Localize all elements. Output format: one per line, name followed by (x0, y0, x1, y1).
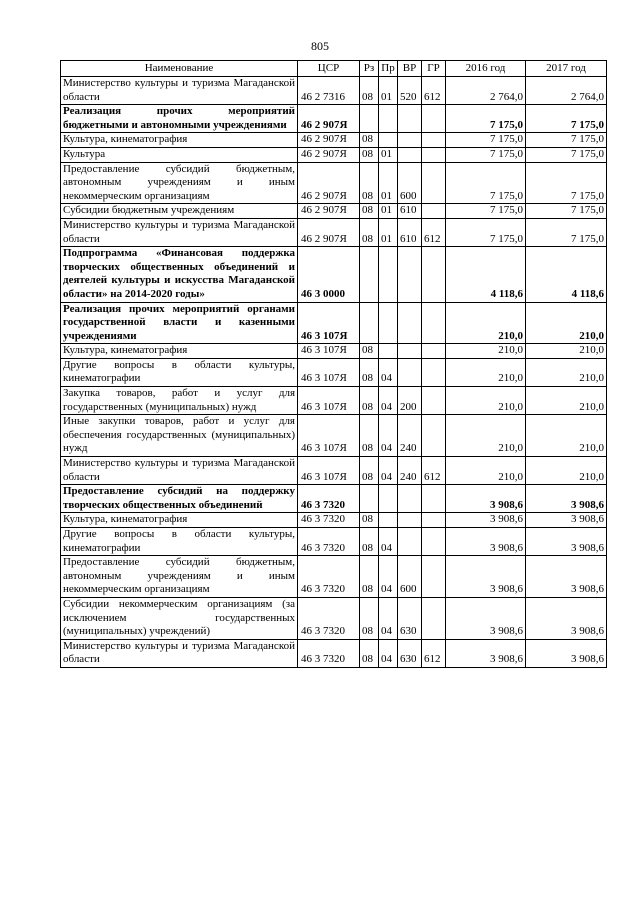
cell-2016: 210,0 (446, 344, 526, 359)
table-row (61, 457, 607, 485)
table-row (61, 387, 607, 415)
cell-rz: 08 (360, 457, 379, 485)
table-row (61, 358, 607, 386)
cell-rz: 08 (360, 358, 379, 386)
table-row (61, 597, 607, 639)
cell-name: Министерство культуры и туризма Магаданской области (61, 218, 298, 246)
cell-gr (422, 358, 446, 386)
cell-csr: 46 2 907Я (298, 133, 360, 148)
cell-csr: 46 3 107Я (298, 415, 360, 457)
cell-name: Министерство культуры и туризма Магаданской области (61, 77, 298, 105)
cell-2016: 4 118,6 (446, 247, 526, 302)
cell-csr: 46 2 907Я (298, 147, 360, 162)
page-number: 805 (311, 39, 329, 53)
cell-gr: 612 (422, 218, 446, 246)
cell-2017: 7 175,0 (526, 218, 607, 246)
table-row (61, 528, 607, 556)
cell-2017: 4 118,6 (526, 247, 607, 302)
cell-2016: 210,0 (446, 457, 526, 485)
cell-csr: 46 3 7320 (298, 639, 360, 667)
cell-gr (422, 513, 446, 528)
cell-name: Реализация прочих мероприятий органами государственной власти и казенными учреждениями (61, 302, 298, 344)
cell-vr: 600 (398, 162, 422, 204)
cell-pr (379, 247, 398, 302)
budget-table (60, 60, 607, 668)
cell-2016: 210,0 (446, 358, 526, 386)
cell-name: Другие вопросы в области культуры, кинематографии (61, 528, 298, 556)
cell-csr: 46 3 7320 (298, 513, 360, 528)
cell-2017: 3 908,6 (526, 513, 607, 528)
cell-pr (379, 513, 398, 528)
cell-pr: 01 (379, 147, 398, 162)
cell-csr: 46 2 907Я (298, 105, 360, 133)
cell-2017: 7 175,0 (526, 204, 607, 219)
cell-gr (422, 302, 446, 344)
cell-vr (398, 247, 422, 302)
cell-name: Предоставление субсидий на поддержку творческих общественных объединений (61, 485, 298, 513)
cell-rz: 08 (360, 344, 379, 359)
cell-pr (379, 485, 398, 513)
cell-gr (422, 597, 446, 639)
table-row (61, 302, 607, 344)
table-row (61, 415, 607, 457)
cell-csr: 46 2 907Я (298, 218, 360, 246)
table-row (61, 247, 607, 302)
cell-pr: 04 (379, 457, 398, 485)
cell-2016: 210,0 (446, 415, 526, 457)
cell-2016: 7 175,0 (446, 204, 526, 219)
cell-2016: 7 175,0 (446, 162, 526, 204)
cell-name: Субсидии некоммерческим организациям (за исключением государственных (муниципальных) учреждений) (61, 597, 298, 639)
cell-pr: 04 (379, 556, 398, 598)
header-2016: 2016 год (446, 61, 526, 77)
table-body (61, 77, 607, 668)
cell-vr: 200 (398, 387, 422, 415)
cell-gr (422, 147, 446, 162)
cell-2017: 210,0 (526, 415, 607, 457)
cell-2017: 3 908,6 (526, 597, 607, 639)
cell-2017: 7 175,0 (526, 105, 607, 133)
header-rz: Рз (360, 61, 379, 77)
cell-2017: 3 908,6 (526, 556, 607, 598)
cell-name: Предоставление субсидий бюджетным, автономным учреждениям и иным некоммерческим организациям (61, 556, 298, 598)
cell-csr: 46 3 7320 (298, 485, 360, 513)
cell-2016: 3 908,6 (446, 597, 526, 639)
cell-vr (398, 302, 422, 344)
cell-csr: 46 2 907Я (298, 204, 360, 219)
table-row (61, 344, 607, 359)
cell-gr (422, 485, 446, 513)
cell-name: Субсидии бюджетным учреждениям (61, 204, 298, 219)
cell-name: Культура (61, 147, 298, 162)
cell-csr: 46 3 107Я (298, 457, 360, 485)
cell-pr: 04 (379, 528, 398, 556)
header-pr: Пр (379, 61, 398, 77)
cell-vr (398, 147, 422, 162)
cell-2016: 7 175,0 (446, 105, 526, 133)
cell-pr (379, 344, 398, 359)
cell-2016: 3 908,6 (446, 528, 526, 556)
cell-2016: 3 908,6 (446, 513, 526, 528)
cell-gr (422, 415, 446, 457)
cell-gr: 612 (422, 457, 446, 485)
cell-vr: 520 (398, 77, 422, 105)
table-row (61, 162, 607, 204)
cell-pr: 04 (379, 639, 398, 667)
cell-pr (379, 302, 398, 344)
table-row (61, 639, 607, 667)
cell-pr: 04 (379, 597, 398, 639)
cell-name: Культура, кинематография (61, 344, 298, 359)
cell-pr: 01 (379, 218, 398, 246)
cell-csr: 46 3 107Я (298, 358, 360, 386)
cell-csr: 46 3 7320 (298, 528, 360, 556)
cell-csr: 46 3 107Я (298, 387, 360, 415)
header-name: Наименование (61, 61, 298, 77)
cell-pr (379, 105, 398, 133)
table-row (61, 513, 607, 528)
cell-rz: 08 (360, 387, 379, 415)
cell-vr (398, 105, 422, 133)
cell-gr (422, 204, 446, 219)
cell-pr: 01 (379, 162, 398, 204)
cell-2017: 3 908,6 (526, 528, 607, 556)
cell-rz (360, 302, 379, 344)
cell-gr: 612 (422, 639, 446, 667)
cell-pr: 04 (379, 415, 398, 457)
cell-csr: 46 3 107Я (298, 302, 360, 344)
cell-2017: 210,0 (526, 387, 607, 415)
cell-2016: 3 908,6 (446, 485, 526, 513)
cell-rz: 08 (360, 415, 379, 457)
cell-gr (422, 556, 446, 598)
cell-gr (422, 105, 446, 133)
cell-csr: 46 3 107Я (298, 344, 360, 359)
cell-vr: 610 (398, 204, 422, 219)
cell-pr (379, 133, 398, 148)
cell-name: Культура, кинематография (61, 513, 298, 528)
cell-vr (398, 513, 422, 528)
cell-rz: 08 (360, 528, 379, 556)
cell-vr: 630 (398, 597, 422, 639)
cell-vr: 610 (398, 218, 422, 246)
cell-rz (360, 105, 379, 133)
cell-rz: 08 (360, 133, 379, 148)
cell-rz: 08 (360, 147, 379, 162)
cell-2017: 210,0 (526, 457, 607, 485)
cell-rz: 08 (360, 597, 379, 639)
cell-name: Министерство культуры и туризма Магаданской области (61, 639, 298, 667)
cell-2016: 3 908,6 (446, 556, 526, 598)
cell-pr: 01 (379, 204, 398, 219)
cell-vr: 240 (398, 457, 422, 485)
cell-pr: 01 (379, 77, 398, 105)
cell-csr: 46 2 907Я (298, 162, 360, 204)
cell-rz: 08 (360, 639, 379, 667)
cell-pr: 04 (379, 358, 398, 386)
table-row (61, 204, 607, 219)
cell-rz: 08 (360, 204, 379, 219)
cell-name: Подпрограмма «Финансовая поддержка творческих общественных объединений и деятелей культуры и искусства Магаданской области» на 2014-2020 годы» (61, 247, 298, 302)
cell-vr: 240 (398, 415, 422, 457)
cell-gr (422, 387, 446, 415)
cell-rz: 08 (360, 556, 379, 598)
cell-2017: 7 175,0 (526, 147, 607, 162)
cell-name: Реализация прочих мероприятий бюджетными и автономными учреждениями (61, 105, 298, 133)
cell-rz (360, 485, 379, 513)
cell-rz: 08 (360, 218, 379, 246)
header-csr: ЦСР (298, 61, 360, 77)
cell-csr: 46 3 7320 (298, 556, 360, 598)
cell-pr: 04 (379, 387, 398, 415)
header-vr: ВР (398, 61, 422, 77)
cell-2016: 7 175,0 (446, 218, 526, 246)
cell-2016: 210,0 (446, 387, 526, 415)
cell-2017: 3 908,6 (526, 639, 607, 667)
cell-gr (422, 528, 446, 556)
cell-csr: 46 3 0000 (298, 247, 360, 302)
cell-2017: 210,0 (526, 344, 607, 359)
cell-name: Закупка товаров, работ и услуг для государственных (муниципальных) нужд (61, 387, 298, 415)
cell-2016: 210,0 (446, 302, 526, 344)
cell-2017: 210,0 (526, 302, 607, 344)
cell-rz (360, 247, 379, 302)
cell-2017: 210,0 (526, 358, 607, 386)
cell-rz: 08 (360, 162, 379, 204)
cell-2016: 7 175,0 (446, 133, 526, 148)
cell-2016: 7 175,0 (446, 147, 526, 162)
table-row (61, 133, 607, 148)
cell-gr (422, 344, 446, 359)
cell-vr (398, 344, 422, 359)
cell-vr: 630 (398, 639, 422, 667)
cell-gr (422, 247, 446, 302)
table-row (61, 218, 607, 246)
cell-rz: 08 (360, 77, 379, 105)
cell-vr: 600 (398, 556, 422, 598)
cell-vr (398, 358, 422, 386)
cell-csr: 46 2 7316 (298, 77, 360, 105)
cell-gr: 612 (422, 77, 446, 105)
header-gr: ГР (422, 61, 446, 77)
cell-2016: 2 764,0 (446, 77, 526, 105)
cell-2017: 3 908,6 (526, 485, 607, 513)
cell-gr (422, 162, 446, 204)
cell-name: Министерство культуры и туризма Магаданской области (61, 457, 298, 485)
cell-vr (398, 133, 422, 148)
table-row (61, 485, 607, 513)
table-row (61, 105, 607, 133)
cell-name: Другие вопросы в области культуры, кинематографии (61, 358, 298, 386)
table-row (61, 556, 607, 598)
cell-vr (398, 528, 422, 556)
cell-gr (422, 133, 446, 148)
cell-2017: 7 175,0 (526, 133, 607, 148)
cell-2017: 7 175,0 (526, 162, 607, 204)
cell-vr (398, 485, 422, 513)
cell-2016: 3 908,6 (446, 639, 526, 667)
table-header-row (61, 61, 607, 77)
header-2017: 2017 год (526, 61, 607, 77)
cell-name: Иные закупки товаров, работ и услуг для обеспечения государственных (муниципальных) нужд (61, 415, 298, 457)
cell-2017: 2 764,0 (526, 77, 607, 105)
table-row (61, 77, 607, 105)
cell-name: Предоставление субсидий бюджетным, автономным учреждениям и иным некоммерческим организациям (61, 162, 298, 204)
cell-rz: 08 (360, 513, 379, 528)
table-row (61, 147, 607, 162)
cell-name: Культура, кинематография (61, 133, 298, 148)
cell-csr: 46 3 7320 (298, 597, 360, 639)
